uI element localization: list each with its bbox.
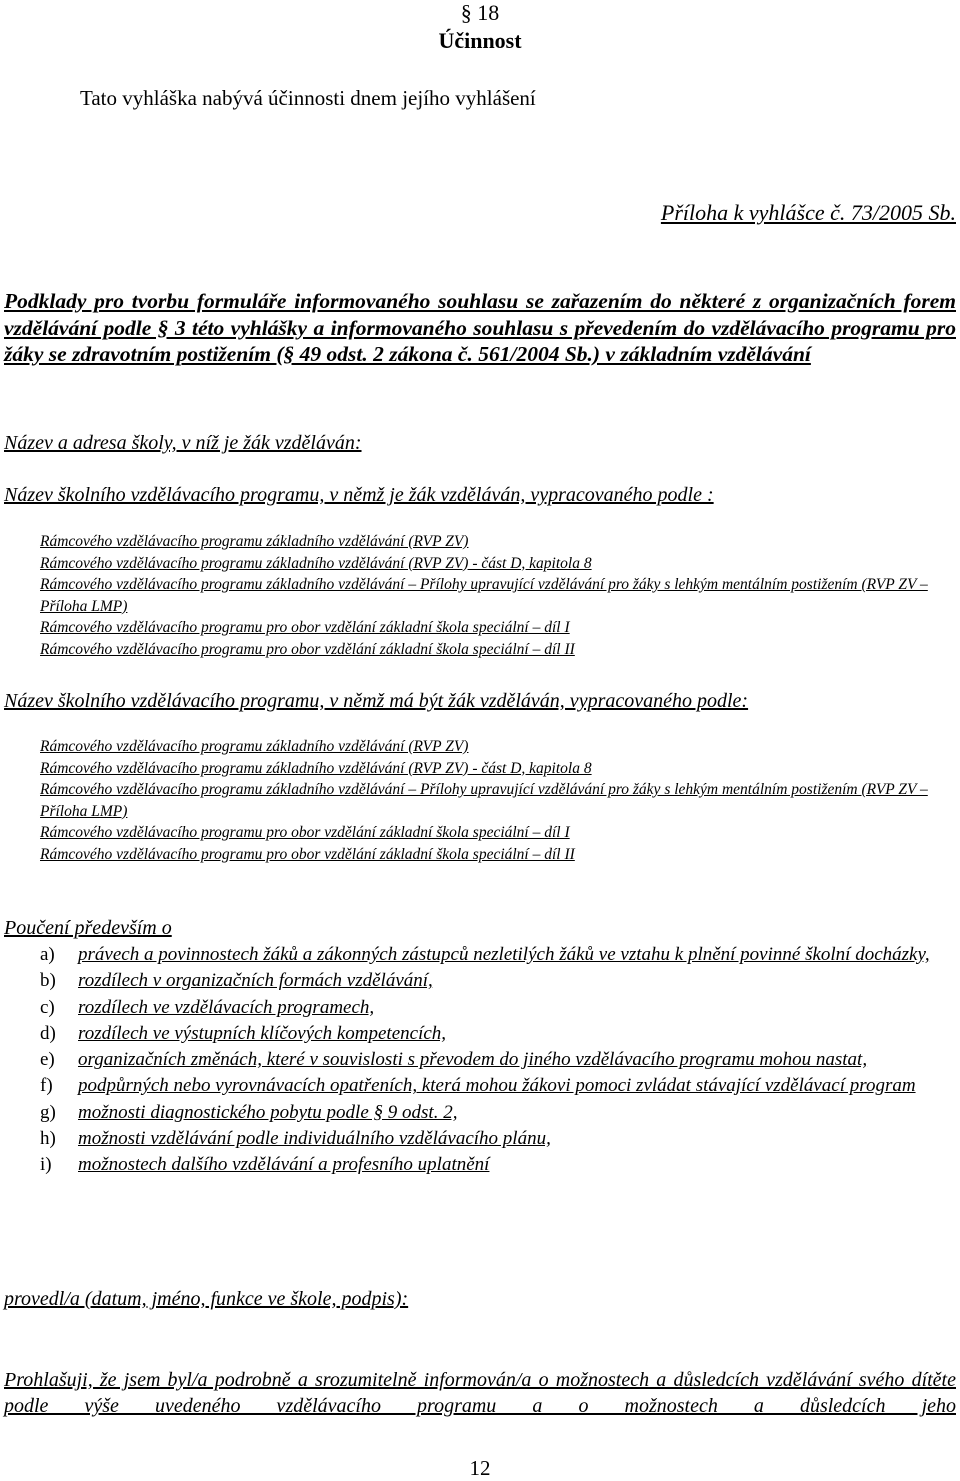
instruction-label: Poučení především o (4, 917, 172, 939)
program-option: Rámcového vzdělávacího programu pro obor vzdělání základní škola speciální – díl II (40, 845, 575, 863)
page-number: 12 (469, 1456, 491, 1480)
form-heading: Podklady pro tvorbu formuláře informovaného souhlasu se zařazením do některé z organizačních forem vzdělávání podle § 3 této vyhlášky a informovaného souhlasu s převedením do vzdělávacího programu pro žáky se zdravotním postižením (§ 49 odst. 2 zákona č. 561/2004 Sb.) v základním vzdělávání (4, 289, 956, 366)
item-text: rozdílech ve vzdělávacích programech, (78, 996, 375, 1018)
item-text: podpůrných nebo vyrovnávacích opatřeních, která mohou žákovi pomoci zvládat stávající vzdělávací program (78, 1075, 916, 1097)
list-item (40, 1100, 956, 1126)
item-text: možnosti diagnostického pobytu podle § 9 odst. 2, (78, 1101, 458, 1123)
program-option: Rámcového vzdělávacího programu pro obor vzdělání základní škola speciální – díl I (40, 824, 570, 841)
list-item (40, 1152, 956, 1178)
item-text: možnosti vzdělávání podle individuálního vzdělávacího plánu, (78, 1128, 551, 1150)
program-current-label: Název školního vzdělávacího programu, v němž je žák vzděláván, vypracovaného podle : (4, 484, 714, 506)
program-option: Rámcového vzdělávacího programu základního vzdělávání (RVP ZV) (40, 738, 469, 755)
list-item (40, 1073, 956, 1099)
program-option: Rámcového vzdělávacího programu pro obor vzdělání základní škola speciální – díl I (40, 619, 570, 636)
list-item (40, 995, 956, 1021)
list-item (40, 1126, 956, 1152)
item-letter: b) (40, 970, 56, 992)
program-current-options (40, 531, 956, 660)
item-letter: e) (40, 1049, 55, 1071)
school-name-label: Název a adresa školy, v níž je žák vzděláván: (4, 432, 362, 454)
item-text: rozdílech v organizačních formách vzdělávání, (78, 970, 433, 992)
program-new-options (40, 736, 956, 865)
item-letter: c) (40, 996, 55, 1018)
item-text: právech a povinnostech žáků a zákonných zástupců nezletilých žáků ve vztahu k plnění povinné školní docházky, (78, 944, 930, 965)
instruction-list (40, 942, 956, 1179)
section-number: § 18 (460, 0, 500, 25)
annex-label: Příloha k vyhlášce č. 73/2005 Sb. (660, 200, 956, 225)
program-option: Rámcového vzdělávacího programu základního vzdělávání – Přílohy upravující vzdělávání pro žáky s lehkým mentálním postižením (RVP ZV – Příloha LMP) (40, 781, 928, 820)
item-text: rozdílech ve výstupních klíčových kompetencích, (78, 1022, 447, 1044)
declaration-text: Prohlašuji, že jsem byl/a podrobně a srozumitelně informován/a o možnostech a důsledcích vzdělávání svého dítěte podle výše uvedeného vzdělávacího programu a o možnostech a důsledcích jeho (4, 1369, 956, 1417)
item-letter: h) (40, 1128, 56, 1150)
performed-by-label: provedl/a (datum, jméno, funkce ve škole, podpis): (4, 1288, 409, 1310)
item-text: organizačních změnách, které v souvislosti s převodem do jiného vzdělávacího programu mohou nastat, (78, 1049, 868, 1071)
item-letter: f) (40, 1075, 53, 1097)
program-option: Rámcového vzdělávacího programu základního vzdělávání – Přílohy upravující vzdělávání pro žáky s lehkým mentálním postižením (RVP ZV – Příloha LMP) (40, 576, 928, 615)
item-letter: a) (40, 944, 55, 965)
program-option: Rámcového vzdělávacího programu základního vzdělávání (RVP ZV) - část D, kapitola 8 (40, 759, 592, 777)
program-option: Rámcového vzdělávacího programu pro obor vzdělání základní škola speciální – díl II (40, 640, 575, 658)
list-item (40, 968, 956, 994)
list-item (40, 1047, 956, 1073)
list-item (40, 1021, 956, 1047)
program-option: Rámcového vzdělávacího programu základního vzdělávání (RVP ZV) - část D, kapitola 8 (40, 554, 592, 572)
program-option: Rámcového vzdělávacího programu základního vzdělávání (RVP ZV) (40, 533, 469, 550)
item-letter: i) (40, 1154, 52, 1176)
list-item (40, 942, 956, 968)
program-new-label: Název školního vzdělávacího programu, v němž má být žák vzděláván, vypracovaného podle: (4, 690, 749, 712)
effect-text: Tato vyhláška nabývá účinnosti dnem jejího vyhlášení (80, 86, 536, 110)
item-letter: d) (40, 1022, 56, 1044)
section-title: Účinnost (438, 28, 522, 53)
item-text: možnostech dalšího vzdělávání a profesního uplatnění (78, 1154, 490, 1176)
item-letter: g) (40, 1101, 56, 1123)
